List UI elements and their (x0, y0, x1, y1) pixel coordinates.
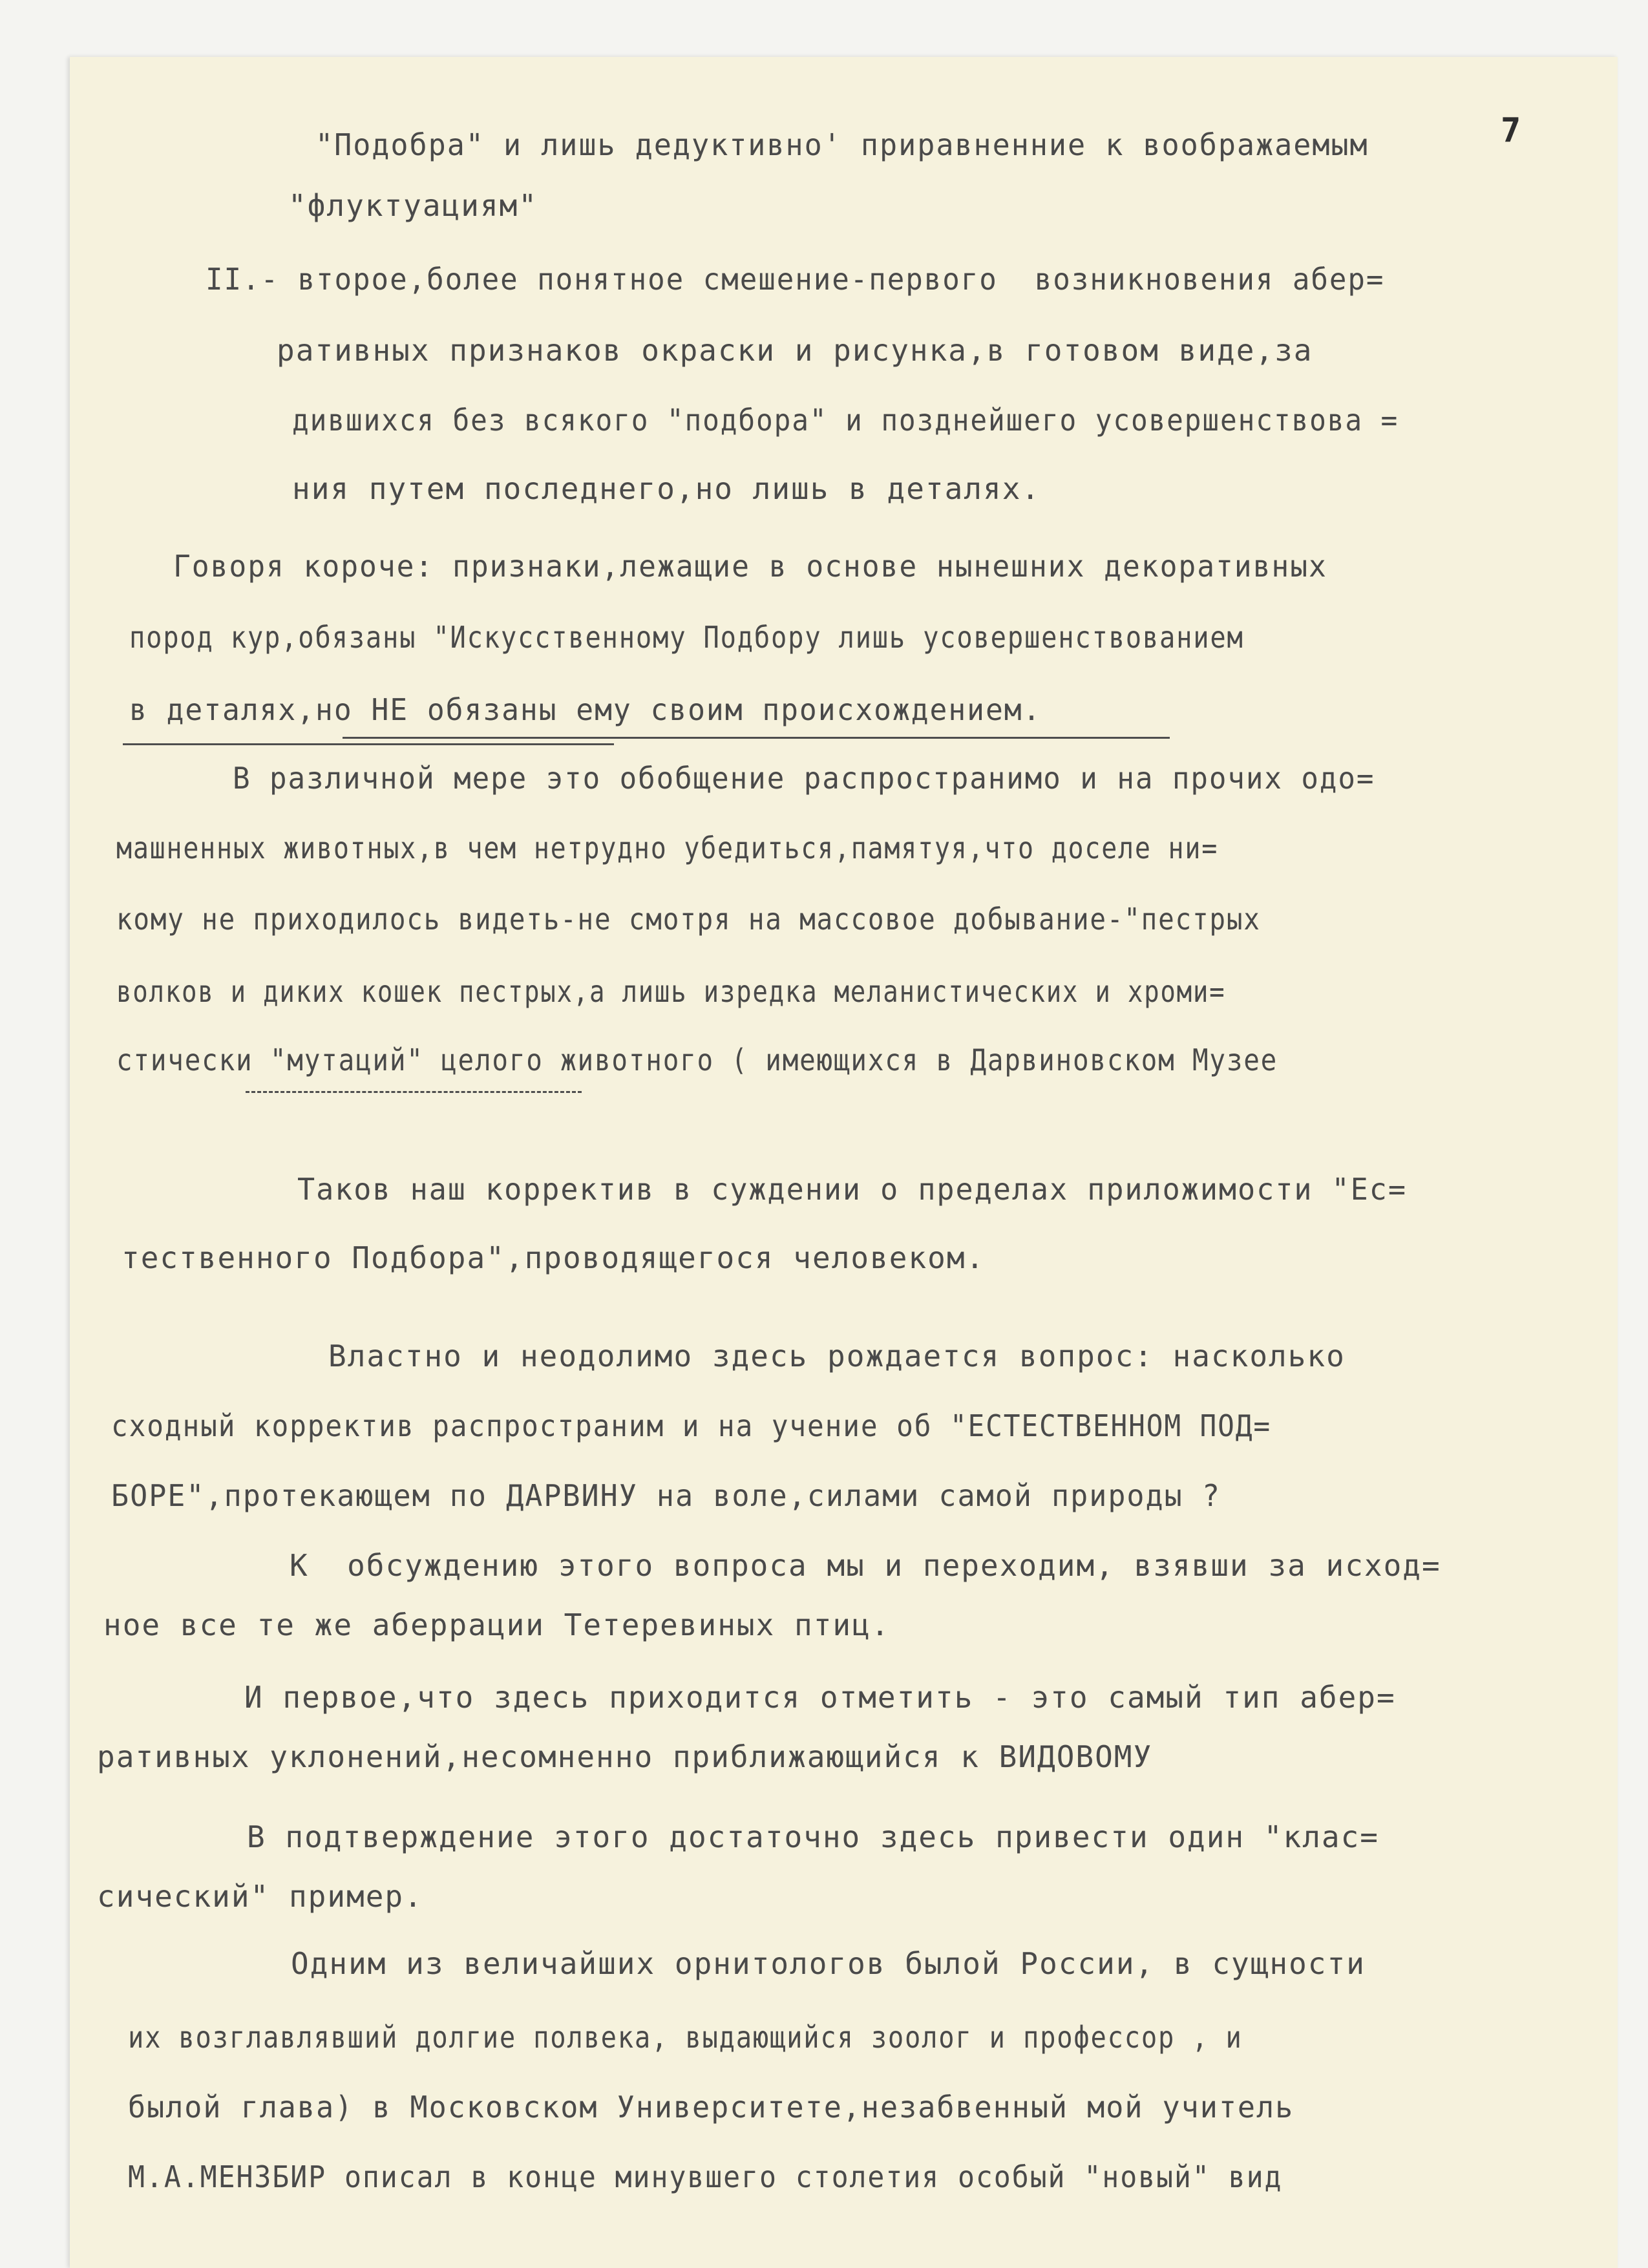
text-line-3: II.- второе,более понятное смешение-первого возникновения абер= (206, 262, 1385, 297)
underline-rule (123, 743, 614, 745)
text-line-16: тественного Подбора",проводящегося человеком. (121, 1240, 986, 1275)
paper-sheet (70, 57, 1618, 2268)
text-line-7: Говоря короче: признаки,лежащие в основе нынешних декоративных (173, 549, 1327, 584)
text-line-27: их возглавлявший долгие полвека, выдающийся зоолог и профессор , и (128, 2020, 1243, 2055)
text-line-24: В подтверждение этого достаточно здесь привести один "клас= (247, 1819, 1379, 1854)
text-line-15: Таков наш корректив в суждении о пределах приложимости "Ес= (297, 1172, 1407, 1207)
text-line-29: М.А.МЕНЗБИР описал в конце минувшего столетия особый "новый" вид (128, 2159, 1283, 2194)
text-line-2: "флуктуациям" (288, 188, 538, 223)
text-line-4: ративных признаков окраски и рисунка,в готовом виде,за (277, 333, 1313, 368)
text-line-9: в деталях,но НЕ обязаны ему своим происхождением. (129, 692, 1042, 727)
text-line-18: сходный корректив распространим и на учение об "ЕСТЕСТВЕННОМ ПОД= (111, 1408, 1272, 1443)
text-line-17: Властно и неодолимо здесь рождается вопрос: насколько (328, 1339, 1346, 1373)
text-line-12: кому не приходилось видеть-не смотря на массовое добывание-"пестрых (116, 902, 1261, 937)
underline-rule-right (343, 737, 1170, 739)
text-line-13: волков и диких кошек пестрых,а лишь изредка меланистических и хроми= (116, 974, 1226, 1009)
text-line-20: К обсуждению этого вопроса мы и переходим, взявши за исход= (290, 1548, 1441, 1583)
underline-mutations (246, 1091, 582, 1093)
text-line-10: В различной мере это обобщение распространимо и на прочих одо= (233, 761, 1375, 796)
text-line-5: дившихся без всякого "подбора" и позднейшего усовершенствова = (292, 403, 1399, 438)
text-line-1: "Подобра" и лишь дедуктивно' приравненние к воображаемым (315, 127, 1369, 162)
text-line-28: былой глава) в Московском Университете,незабвенный мой учитель (128, 2090, 1294, 2125)
text-line-6: ния путем последнего,но лишь в деталях. (292, 471, 1041, 506)
page-number: 7 (1501, 111, 1521, 150)
text-line-21: ное все те же аберрации Тетеревиных птиц. (103, 1607, 891, 1642)
text-line-11: машненных животных,в чем нетрудно убедиться,памятуя,что доселе ни= (116, 831, 1219, 865)
text-line-8: пород кур,обязаны "Искусственному Подбору лишь усовершенствованием (129, 620, 1244, 655)
text-line-23: ративных уклонений,несомненно приближающийся к ВИДОВОМУ (97, 1739, 1153, 1774)
text-line-22: И первое,что здесь приходится отметить - это самый тип абер= (244, 1680, 1396, 1715)
text-line-14: стически "мутаций" целого животного ( имеющихся в Дарвиновском Музее (116, 1043, 1278, 1077)
text-line-26: Одним из величайших орнитологов былой России, в сущности (291, 1946, 1366, 1981)
text-line-19: БОРЕ",протекающем по ДАРВИНУ на воле,силами самой природы ? (111, 1478, 1221, 1513)
text-line-25: сический" пример. (97, 1879, 423, 1914)
